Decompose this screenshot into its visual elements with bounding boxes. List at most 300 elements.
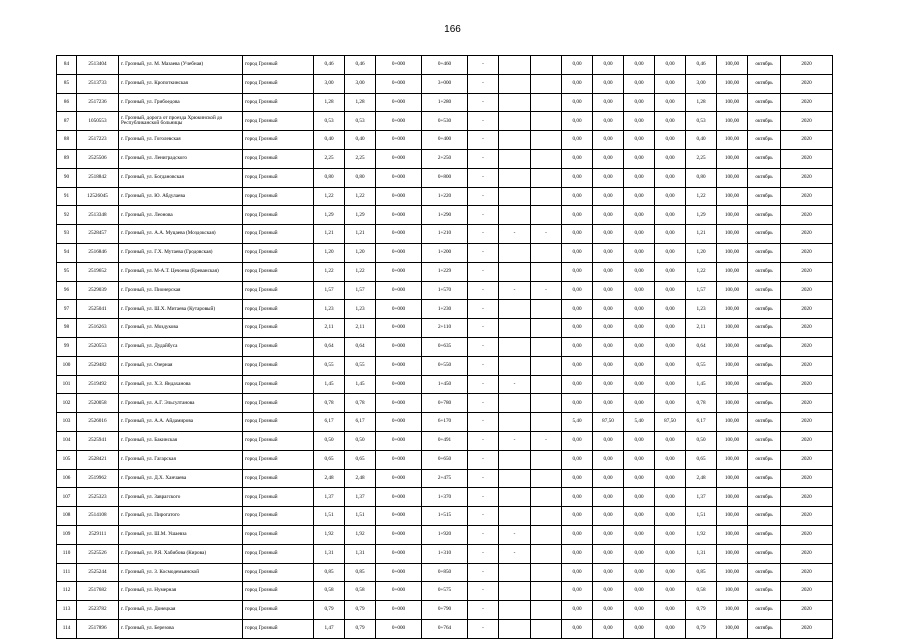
cell-col-b: [499, 112, 531, 131]
cell-val-2: 0,00: [624, 563, 655, 582]
cell-col-c: [531, 469, 562, 488]
cell-val-2: 0,00: [624, 601, 655, 620]
cell-length-regional: 1,51: [345, 507, 376, 526]
cell-road-name: г. Грозный, ул. Леонова: [119, 206, 243, 225]
cell-pct-1: 0,00: [593, 488, 624, 507]
cell-municipality: город Грозный: [243, 619, 314, 638]
cell-month: октябрь: [748, 93, 781, 112]
cell-pct-1: 0,00: [593, 74, 624, 93]
cell-year: 2020: [781, 488, 833, 507]
cell-col-a: -: [468, 394, 499, 413]
cell-municipality: город Грозный: [243, 601, 314, 620]
cell-length-normative: 0,65: [686, 450, 717, 469]
cell-municipality: город Грозный: [243, 187, 314, 206]
cell-pct-1: 0,00: [593, 431, 624, 450]
cell-pct-2: 0,00: [655, 319, 686, 338]
cell-pct-normative: 100,00: [717, 582, 748, 601]
cell-road-name: г. Грозный, ул. Донецкая: [119, 601, 243, 620]
cell-road-id: 2517682: [77, 582, 119, 601]
cell-pct-1: 0,00: [593, 112, 624, 131]
cell-col-b: [499, 319, 531, 338]
cell-road-name: г. Грозный, ул. А.А. Айдамирова: [119, 413, 243, 432]
cell-val-1: 0,00: [562, 563, 593, 582]
cell-col-c: [531, 300, 562, 319]
cell-road-name: г. Грозный, ул. Ш.М. Ушаевза: [119, 525, 243, 544]
cell-municipality: город Грозный: [243, 431, 314, 450]
cell-pct-2: 0,00: [655, 225, 686, 244]
cell-km-end: 0+550: [422, 356, 468, 375]
cell-km-end: 0+650: [422, 450, 468, 469]
cell-year: 2020: [781, 131, 833, 150]
cell-col-b: -: [499, 544, 531, 563]
cell-pct-2: 0,00: [655, 337, 686, 356]
cell-val-2: 0,00: [624, 394, 655, 413]
cell-pct-normative: 100,00: [717, 262, 748, 281]
cell-val-1: 0,00: [562, 544, 593, 563]
cell-year: 2020: [781, 601, 833, 620]
table-row: [57, 375, 833, 394]
cell-row-number: 93: [57, 225, 77, 244]
cell-road-name: г. Грозный, ул. Озерная: [119, 356, 243, 375]
cell-col-c: [531, 337, 562, 356]
cell-year: 2020: [781, 225, 833, 244]
cell-pct-normative: 100,00: [717, 450, 748, 469]
cell-km-end: 1+220: [422, 187, 468, 206]
cell-length-regional: 2,11: [345, 319, 376, 338]
cell-municipality: город Грозный: [243, 168, 314, 187]
cell-length-total: 0,53: [314, 112, 345, 131]
cell-pct-normative: 100,00: [717, 507, 748, 526]
cell-pct-1: 0,00: [593, 225, 624, 244]
cell-col-c: [531, 450, 562, 469]
cell-row-number: 100: [57, 356, 77, 375]
cell-length-regional: 1,23: [345, 300, 376, 319]
cell-pct-2: 0,00: [655, 582, 686, 601]
cell-length-normative: 0,79: [686, 601, 717, 620]
cell-road-name: г. Грозный, ул. А.Г. Эльсултанова: [119, 394, 243, 413]
cell-col-a: -: [468, 413, 499, 432]
cell-length-regional: 1,28: [345, 93, 376, 112]
cell-year: 2020: [781, 262, 833, 281]
cell-month: октябрь: [748, 375, 781, 394]
cell-pct-1: 0,00: [593, 149, 624, 168]
cell-pct-2: 0,00: [655, 375, 686, 394]
cell-road-name: г. Грозный, ул. Ю. Абдулаева: [119, 187, 243, 206]
cell-municipality: город Грозный: [243, 488, 314, 507]
cell-row-number: 103: [57, 413, 77, 432]
cell-road-name: г. Грозный, ул. Пионерская: [119, 281, 243, 300]
cell-year: 2020: [781, 375, 833, 394]
cell-road-name: г. Грозный, ул. Д.Х. Ханчаева: [119, 469, 243, 488]
cell-length-regional: 1,20: [345, 243, 376, 262]
cell-length-normative: 0,85: [686, 563, 717, 582]
cell-pct-2: 0,00: [655, 262, 686, 281]
cell-pct-2: 0,00: [655, 281, 686, 300]
cell-length-regional: 1,22: [345, 262, 376, 281]
cell-row-number: 92: [57, 206, 77, 225]
cell-road-name: г. Грозный, ул. Нумерная: [119, 582, 243, 601]
cell-length-total: 1,20: [314, 243, 345, 262]
cell-col-a: -: [468, 262, 499, 281]
cell-col-c: -: [531, 431, 562, 450]
cell-municipality: город Грозный: [243, 507, 314, 526]
cell-length-total: 3,00: [314, 74, 345, 93]
table-row: [57, 206, 833, 225]
cell-val-2: 0,00: [624, 356, 655, 375]
cell-km-end: 1+920: [422, 525, 468, 544]
cell-road-id: 2529482: [77, 356, 119, 375]
cell-col-a: -: [468, 356, 499, 375]
cell-road-name: г. Грозный, ул. Моздукова: [119, 319, 243, 338]
cell-col-c: [531, 582, 562, 601]
cell-val-1: 0,00: [562, 112, 593, 131]
cell-municipality: город Грозный: [243, 337, 314, 356]
cell-month: октябрь: [748, 619, 781, 638]
cell-pct-1: 87,50: [593, 413, 624, 432]
cell-road-name: г. Грозный, ул. Грибоедова: [119, 93, 243, 112]
cell-year: 2020: [781, 563, 833, 582]
cell-length-total: 1,28: [314, 93, 345, 112]
table-row: [57, 450, 833, 469]
cell-pct-1: 0,00: [593, 168, 624, 187]
cell-km-end: 1+515: [422, 507, 468, 526]
cell-pct-normative: 100,00: [717, 375, 748, 394]
cell-col-c: [531, 112, 562, 131]
cell-km-end: 6+170: [422, 413, 468, 432]
cell-km-start: 0+000: [376, 507, 422, 526]
cell-km-end: 0+800: [422, 168, 468, 187]
cell-km-start: 0+000: [376, 300, 422, 319]
cell-pct-normative: 100,00: [717, 149, 748, 168]
cell-month: октябрь: [748, 149, 781, 168]
cell-length-regional: 1,45: [345, 375, 376, 394]
cell-road-name: г. Грозный, ул. Лениградского: [119, 149, 243, 168]
cell-length-normative: 0,50: [686, 431, 717, 450]
cell-year: 2020: [781, 187, 833, 206]
cell-length-normative: 1,29: [686, 206, 717, 225]
cell-km-start: 0+000: [376, 112, 422, 131]
cell-road-id: 2519962: [77, 469, 119, 488]
cell-val-2: 0,00: [624, 206, 655, 225]
cell-col-c: [531, 525, 562, 544]
cell-col-a: -: [468, 507, 499, 526]
cell-length-normative: 0,80: [686, 168, 717, 187]
cell-row-number: 105: [57, 450, 77, 469]
cell-month: октябрь: [748, 488, 781, 507]
cell-km-end: 1+210: [422, 225, 468, 244]
cell-col-a: -: [468, 168, 499, 187]
road-register-table: [56, 55, 833, 639]
cell-road-id: 2525323: [77, 488, 119, 507]
cell-length-total: 2,25: [314, 149, 345, 168]
cell-municipality: город Грозный: [243, 243, 314, 262]
cell-km-start: 0+000: [376, 375, 422, 394]
cell-pct-normative: 100,00: [717, 601, 748, 620]
cell-length-regional: 1,21: [345, 225, 376, 244]
cell-month: октябрь: [748, 131, 781, 150]
cell-length-regional: 3,00: [345, 74, 376, 93]
cell-km-start: 0+000: [376, 187, 422, 206]
table-row: [57, 601, 833, 620]
cell-col-c: [531, 206, 562, 225]
table-row: [57, 93, 833, 112]
cell-val-1: 0,00: [562, 149, 593, 168]
cell-year: 2020: [781, 206, 833, 225]
cell-col-a: -: [468, 619, 499, 638]
cell-col-c: [531, 356, 562, 375]
cell-pct-2: 0,00: [655, 356, 686, 375]
cell-length-normative: 2,11: [686, 319, 717, 338]
cell-year: 2020: [781, 300, 833, 319]
cell-length-normative: 0,53: [686, 112, 717, 131]
cell-val-1: 0,00: [562, 337, 593, 356]
cell-km-end: 0+764: [422, 619, 468, 638]
cell-col-b: [499, 619, 531, 638]
cell-road-id: 2517896: [77, 619, 119, 638]
cell-month: октябрь: [748, 601, 781, 620]
cell-val-1: 0,00: [562, 582, 593, 601]
cell-length-normative: 1,57: [686, 281, 717, 300]
cell-length-total: 1,23: [314, 300, 345, 319]
cell-row-number: 87: [57, 112, 77, 131]
cell-road-name: г. Грозный, ул. Р.Я. Хабибова (Кирова): [119, 544, 243, 563]
cell-row-number: 108: [57, 507, 77, 526]
cell-pct-1: 0,00: [593, 356, 624, 375]
cell-col-c: [531, 149, 562, 168]
cell-road-name: г. Грозный, ул. Пирогатого: [119, 507, 243, 526]
cell-val-2: 0,00: [624, 507, 655, 526]
cell-length-normative: 1,20: [686, 243, 717, 262]
cell-col-b: [499, 563, 531, 582]
cell-val-1: 0,00: [562, 619, 593, 638]
cell-col-a: -: [468, 375, 499, 394]
cell-pct-normative: 100,00: [717, 563, 748, 582]
cell-pct-1: 0,00: [593, 619, 624, 638]
table-row: [57, 525, 833, 544]
cell-col-c: [531, 243, 562, 262]
cell-month: октябрь: [748, 507, 781, 526]
cell-month: октябрь: [748, 168, 781, 187]
cell-row-number: 84: [57, 56, 77, 75]
cell-month: октябрь: [748, 394, 781, 413]
cell-km-end: 0+850: [422, 563, 468, 582]
cell-col-a: -: [468, 469, 499, 488]
cell-pct-1: 0,00: [593, 56, 624, 75]
cell-pct-2: 87,50: [655, 413, 686, 432]
cell-km-start: 0+000: [376, 450, 422, 469]
cell-year: 2020: [781, 74, 833, 93]
cell-road-id: 2525526: [77, 544, 119, 563]
cell-year: 2020: [781, 281, 833, 300]
cell-km-start: 0+000: [376, 149, 422, 168]
cell-km-start: 0+000: [376, 243, 422, 262]
cell-length-total: 1,21: [314, 225, 345, 244]
cell-pct-normative: 100,00: [717, 337, 748, 356]
cell-length-normative: 1,51: [686, 507, 717, 526]
cell-col-c: -: [531, 281, 562, 300]
cell-pct-2: 0,00: [655, 187, 686, 206]
cell-col-b: [499, 262, 531, 281]
cell-km-start: 0+000: [376, 582, 422, 601]
cell-length-total: 1,31: [314, 544, 345, 563]
cell-col-b: [499, 243, 531, 262]
cell-col-a: -: [468, 582, 499, 601]
cell-val-2: 0,00: [624, 619, 655, 638]
cell-municipality: город Грозный: [243, 469, 314, 488]
cell-row-number: 96: [57, 281, 77, 300]
cell-row-number: 107: [57, 488, 77, 507]
table-row: [57, 431, 833, 450]
cell-row-number: 94: [57, 243, 77, 262]
cell-pct-2: 0,00: [655, 431, 686, 450]
cell-col-b: [499, 56, 531, 75]
cell-km-end: 0+575: [422, 582, 468, 601]
cell-length-total: 1,47: [314, 619, 345, 638]
cell-municipality: город Грозный: [243, 74, 314, 93]
cell-col-c: [531, 488, 562, 507]
cell-road-id: 2516846: [77, 243, 119, 262]
cell-km-end: 0+635: [422, 337, 468, 356]
cell-month: октябрь: [748, 337, 781, 356]
cell-length-total: 1,51: [314, 507, 345, 526]
cell-col-a: -: [468, 149, 499, 168]
cell-length-regional: 1,29: [345, 206, 376, 225]
cell-month: октябрь: [748, 206, 781, 225]
cell-length-total: 0,50: [314, 431, 345, 450]
cell-municipality: город Грозный: [243, 262, 314, 281]
cell-col-b: -: [499, 225, 531, 244]
cell-km-start: 0+000: [376, 337, 422, 356]
cell-col-b: -: [499, 375, 531, 394]
table-row: [57, 131, 833, 150]
cell-length-total: 1,22: [314, 262, 345, 281]
cell-row-number: 91: [57, 187, 77, 206]
cell-pct-1: 0,00: [593, 281, 624, 300]
cell-km-start: 0+000: [376, 431, 422, 450]
table-row: [57, 356, 833, 375]
cell-row-number: 88: [57, 131, 77, 150]
table-row: [57, 507, 833, 526]
cell-length-total: 0,46: [314, 56, 345, 75]
cell-pct-2: 0,00: [655, 112, 686, 131]
cell-month: октябрь: [748, 544, 781, 563]
cell-road-name: г. Грозный, ул. М. Мазаева (Учебная): [119, 56, 243, 75]
cell-val-2: 0,00: [624, 488, 655, 507]
cell-val-2: 0,00: [624, 56, 655, 75]
cell-km-start: 0+000: [376, 56, 422, 75]
cell-pct-normative: 100,00: [717, 469, 748, 488]
cell-length-normative: 1,21: [686, 225, 717, 244]
cell-road-name: г. Грозный, ул. Гагарская: [119, 450, 243, 469]
cell-val-1: 0,00: [562, 187, 593, 206]
table-row: [57, 168, 833, 187]
cell-pct-1: 0,00: [593, 507, 624, 526]
cell-km-end: 0+780: [422, 394, 468, 413]
cell-val-1: 0,00: [562, 525, 593, 544]
cell-col-b: [499, 601, 531, 620]
cell-length-normative: 1,28: [686, 93, 717, 112]
cell-row-number: 97: [57, 300, 77, 319]
cell-col-a: -: [468, 112, 499, 131]
cell-month: октябрь: [748, 582, 781, 601]
cell-km-end: 1+310: [422, 544, 468, 563]
cell-col-b: -: [499, 281, 531, 300]
cell-col-a: -: [468, 225, 499, 244]
cell-row-number: 111: [57, 563, 77, 582]
cell-pct-1: 0,00: [593, 262, 624, 281]
cell-year: 2020: [781, 356, 833, 375]
cell-municipality: город Грозный: [243, 413, 314, 432]
cell-row-number: 110: [57, 544, 77, 563]
cell-length-regional: 0,64: [345, 337, 376, 356]
cell-col-c: [531, 544, 562, 563]
cell-row-number: 89: [57, 149, 77, 168]
cell-km-start: 0+000: [376, 93, 422, 112]
table-row: [57, 582, 833, 601]
cell-length-normative: 0,78: [686, 394, 717, 413]
cell-pct-1: 0,00: [593, 450, 624, 469]
cell-pct-1: 0,00: [593, 206, 624, 225]
cell-pct-1: 0,00: [593, 187, 624, 206]
cell-col-a: -: [468, 243, 499, 262]
cell-pct-normative: 100,00: [717, 131, 748, 150]
cell-length-normative: 1,22: [686, 187, 717, 206]
cell-col-a: -: [468, 281, 499, 300]
cell-col-c: [531, 319, 562, 338]
cell-val-2: 0,00: [624, 243, 655, 262]
cell-length-regional: 1,22: [345, 187, 376, 206]
cell-length-normative: 0,79: [686, 619, 717, 638]
cell-road-name: г. Грозный, дорога от проезда Хрюкинской до Республиканской больницы: [119, 112, 243, 131]
cell-road-name: г. Грозный, ул. Бакинская: [119, 431, 243, 450]
cell-km-start: 0+000: [376, 563, 422, 582]
cell-pct-2: 0,00: [655, 507, 686, 526]
cell-length-regional: 0,80: [345, 168, 376, 187]
cell-val-2: 0,00: [624, 544, 655, 563]
cell-col-b: -: [499, 431, 531, 450]
cell-km-end: 2+110: [422, 319, 468, 338]
cell-pct-1: 0,00: [593, 469, 624, 488]
cell-val-1: 0,00: [562, 319, 593, 338]
cell-val-2: 5,40: [624, 413, 655, 432]
cell-municipality: город Грозный: [243, 93, 314, 112]
cell-length-total: 0,58: [314, 582, 345, 601]
cell-pct-normative: 100,00: [717, 206, 748, 225]
table-row: [57, 281, 833, 300]
cell-pct-1: 0,00: [593, 337, 624, 356]
cell-month: октябрь: [748, 563, 781, 582]
cell-row-number: 90: [57, 168, 77, 187]
cell-road-name: г. Грозный, ул. З. Космодемьянской: [119, 563, 243, 582]
cell-col-b: [499, 93, 531, 112]
cell-col-b: [499, 168, 531, 187]
cell-km-end: 3+000: [422, 74, 468, 93]
cell-val-1: 0,00: [562, 131, 593, 150]
cell-col-b: [499, 74, 531, 93]
cell-road-id: 2528421: [77, 450, 119, 469]
cell-km-start: 0+000: [376, 131, 422, 150]
cell-pct-2: 0,00: [655, 469, 686, 488]
table-row: [57, 488, 833, 507]
cell-pct-normative: 100,00: [717, 319, 748, 338]
cell-col-c: [531, 93, 562, 112]
cell-year: 2020: [781, 243, 833, 262]
cell-km-start: 0+000: [376, 168, 422, 187]
cell-pct-normative: 100,00: [717, 413, 748, 432]
cell-municipality: город Грозный: [243, 375, 314, 394]
cell-length-total: 0,78: [314, 394, 345, 413]
cell-month: октябрь: [748, 243, 781, 262]
